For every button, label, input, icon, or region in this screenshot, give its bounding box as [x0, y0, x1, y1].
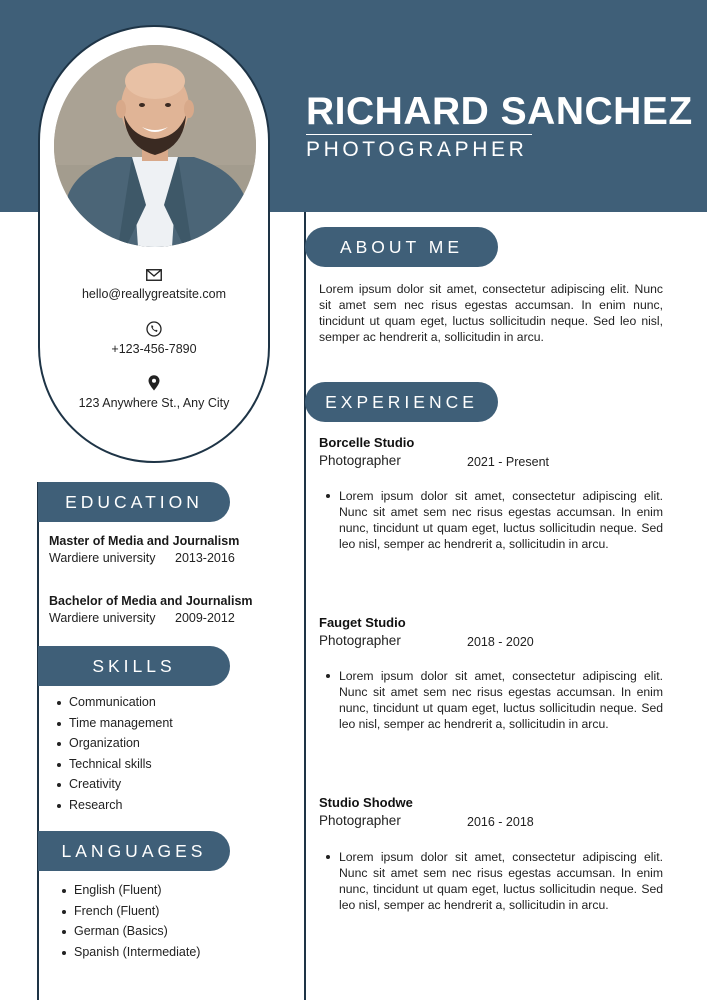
about-heading: ABOUT ME: [305, 227, 498, 267]
bullet: [326, 494, 330, 498]
bullet: [326, 674, 330, 678]
education-school-row: [49, 551, 235, 565]
education-years: 2009-2012: [175, 611, 235, 625]
languages-heading: LANGUAGES: [38, 831, 230, 871]
job-company: Borcelle Studio: [319, 435, 415, 450]
job-role: Photographer: [319, 813, 401, 828]
job-role: Photographer: [319, 633, 401, 648]
contact-phone[interactable]: +123-456-7890: [111, 342, 197, 356]
education-heading: EDUCATION: [38, 482, 230, 522]
skills-list: [55, 692, 173, 815]
job-company: Studio Shodwe: [319, 795, 413, 810]
education-school: Wardiere university: [49, 611, 156, 625]
name-divider: [306, 134, 532, 135]
person-title: PHOTOGRAPHER: [306, 138, 528, 161]
language-item: German (Basics): [60, 921, 200, 942]
language-item: French (Fluent): [60, 901, 200, 922]
location-pin-icon: [140, 373, 168, 393]
languages-list: [60, 880, 200, 962]
about-text: Lorem ipsum dolor sit amet, consectetur adipiscing elit. Nunc sit amet sem nec risus egestas accumsan. In enim nunc, tincidunt ut quam eget, luctus sollicitudin neque. Sed leo nisl, semper ac hendrerit a, sollicitudin in arcu.: [319, 282, 663, 344]
education-school: Wardiere university: [49, 551, 156, 565]
mail-icon: [140, 265, 168, 285]
profile-photo: [54, 45, 256, 247]
skill-item: Organization: [55, 733, 173, 754]
contact-email[interactable]: hello@reallygreatsite.com: [81, 287, 226, 301]
job-company: Fauget Studio: [319, 615, 406, 630]
education-degree: Master of Media and Journalism: [49, 534, 240, 548]
job-dates: 2018 - 2020: [467, 635, 534, 649]
job-description: Lorem ipsum dolor sit amet, consectetur adipiscing elit. Nunc sit amet sem nec risus egestas accumsan. In enim nunc, tincidunt ut quam eget, luctus sollicitudin neque. Sed leo nisl, semper ac hendrerit a, sollicitudin in arcu.: [339, 489, 663, 551]
skills-heading: SKILLS: [38, 646, 230, 686]
job-description: Lorem ipsum dolor sit amet, consectetur adipiscing elit. Nunc sit amet sem nec risus egestas accumsan. In enim nunc, tincidunt ut quam eget, luctus sollicitudin neque. Sed leo nisl, semper ac hendrerit a, sollicitudin in arcu.: [339, 850, 663, 912]
skill-item: Communication: [55, 692, 173, 713]
skill-item: Creativity: [55, 774, 173, 795]
contact-address: 123 Anywhere St., Any City: [78, 396, 230, 410]
bullet: [326, 855, 330, 859]
skill-item: Research: [55, 795, 173, 816]
job-dates: 2016 - 2018: [467, 815, 534, 829]
center-column-line: [304, 212, 306, 1000]
job-role: Photographer: [319, 453, 401, 468]
education-years: 2013-2016: [175, 551, 235, 565]
education-school-row: [49, 611, 235, 625]
skill-item: Technical skills: [55, 754, 173, 775]
skill-item: Time management: [55, 713, 173, 734]
experience-heading: EXPERIENCE: [305, 382, 498, 422]
phone-icon: [140, 319, 168, 339]
person-name: RICHARD SANCHEZ: [306, 90, 693, 133]
job-dates: 2021 - Present: [467, 455, 549, 469]
left-column-line: [37, 482, 39, 1000]
education-degree: Bachelor of Media and Journalism: [49, 594, 253, 608]
language-item: Spanish (Intermediate): [60, 942, 200, 963]
job-description: Lorem ipsum dolor sit amet, consectetur adipiscing elit. Nunc sit amet sem nec risus egestas accumsan. In enim nunc, tincidunt ut quam eget, luctus sollicitudin neque. Sed leo nisl, semper ac hendrerit a, sollicitudin in arcu.: [339, 669, 663, 731]
language-item: English (Fluent): [60, 880, 200, 901]
